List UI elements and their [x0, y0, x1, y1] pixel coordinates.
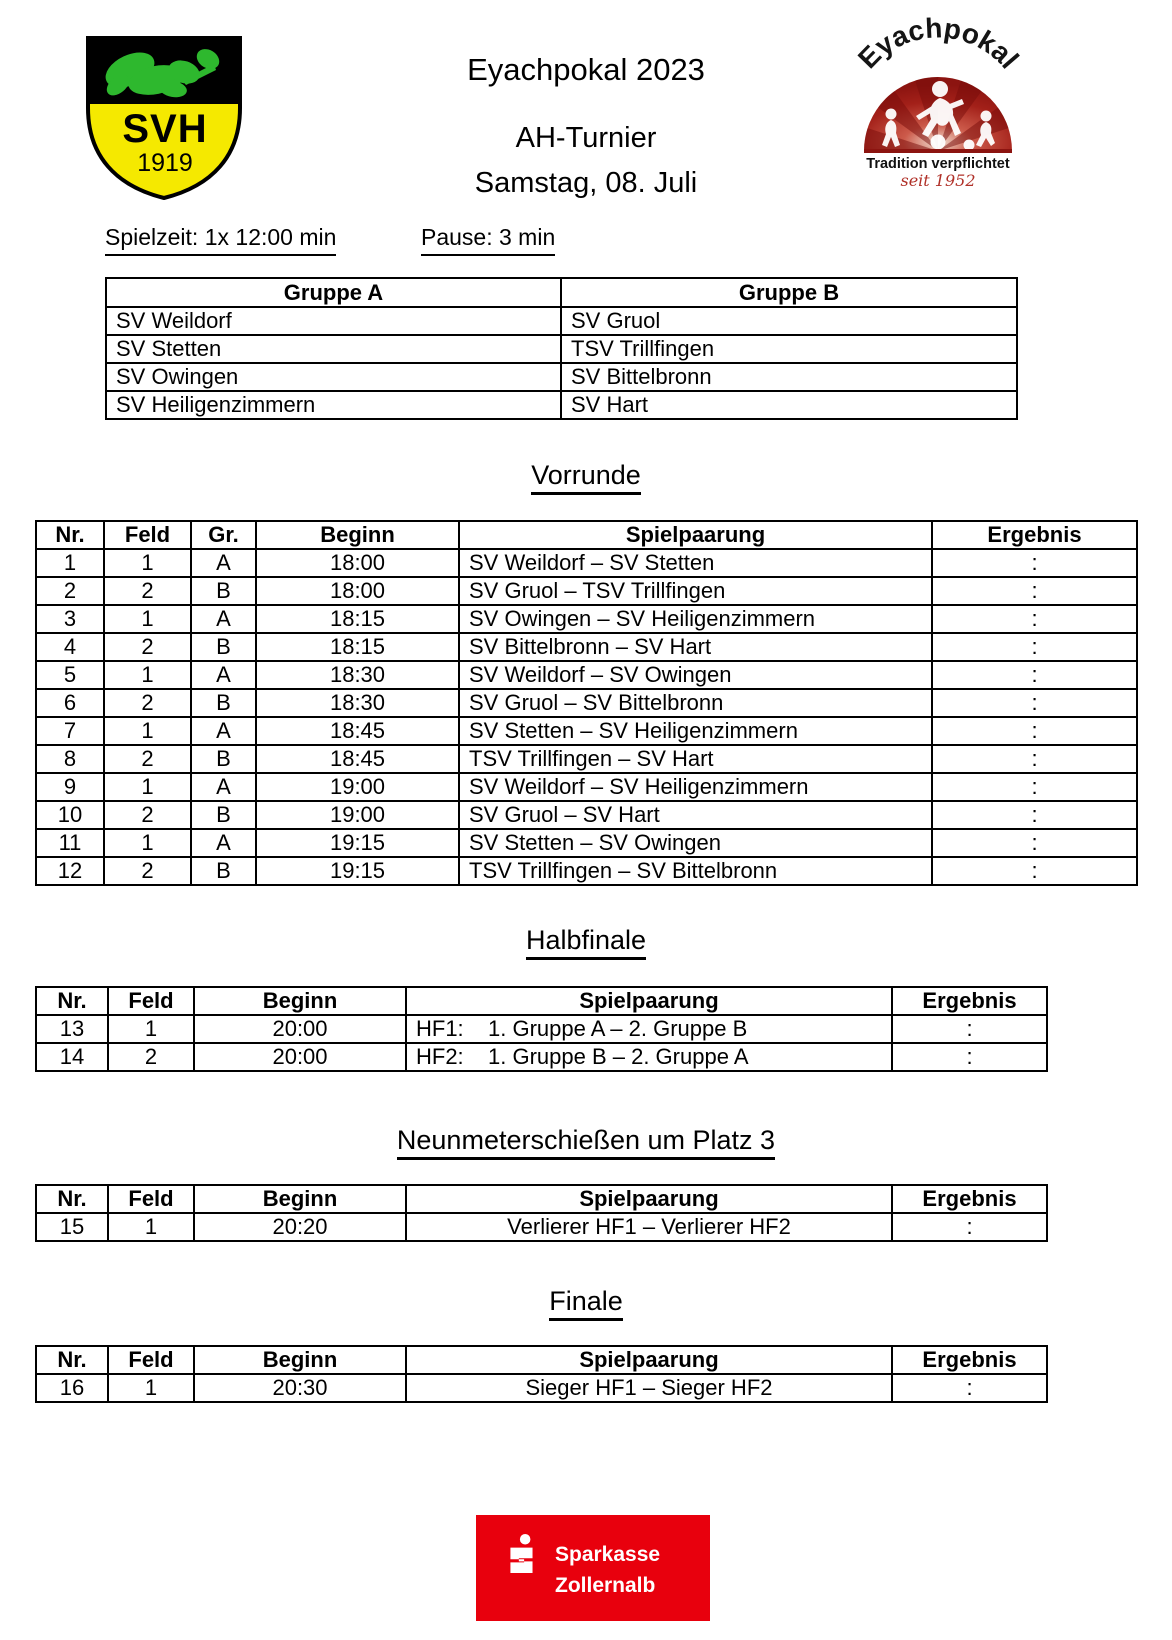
cell-nr: 4: [36, 633, 104, 661]
team-name: SV Weildorf: [106, 307, 561, 335]
cell-feld: 1: [104, 661, 191, 689]
group-header-row: [106, 278, 1017, 307]
cell-nr: 5: [36, 661, 104, 689]
platz3-header-row: [36, 1185, 1047, 1213]
cell-ergebnis: :: [932, 745, 1137, 773]
vorrunde-header-row: [36, 521, 1137, 549]
col-beginn: Beginn: [194, 987, 406, 1015]
cell-ergebnis: :: [932, 633, 1137, 661]
cell-feld: 2: [104, 633, 191, 661]
eyachpokal-tournament-logo-icon: [843, 15, 1028, 190]
cell-gr: A: [191, 829, 256, 857]
cell-paarung: SV Weildorf – SV Owingen: [459, 661, 932, 689]
halbfinale-header-row: [36, 987, 1047, 1015]
cell-feld: 1: [104, 605, 191, 633]
section-title-vorrunde: Vorrunde: [0, 460, 1172, 491]
match-row: [36, 549, 1137, 577]
cell-nr: 14: [36, 1043, 108, 1071]
cell-beginn: 19:00: [256, 801, 459, 829]
hf-label: HF2:: [416, 1044, 464, 1069]
group-row: [106, 363, 1017, 391]
section-title-finale: Finale: [0, 1286, 1172, 1317]
cell-nr: 11: [36, 829, 104, 857]
cell-beginn: 19:15: [256, 857, 459, 885]
cell-gr: B: [191, 745, 256, 773]
sparkasse-s-icon: [506, 1534, 538, 1574]
cell-ergebnis: :: [932, 549, 1137, 577]
match-row: [36, 829, 1137, 857]
cell-ergebnis: :: [932, 801, 1137, 829]
col-nr: Nr.: [36, 1346, 108, 1374]
cell-feld: 2: [104, 857, 191, 885]
section-title-halbfinale: Halbfinale: [0, 925, 1172, 956]
cell-nr: 2: [36, 577, 104, 605]
cell-beginn: 18:15: [256, 633, 459, 661]
col-ergebnis: Ergebnis: [892, 987, 1047, 1015]
match-row: [36, 577, 1137, 605]
cell-beginn: 18:45: [256, 745, 459, 773]
cell-beginn: 20:20: [194, 1213, 406, 1241]
col-ergebnis: Ergebnis: [892, 1346, 1047, 1374]
col-feld: Feld: [108, 1346, 194, 1374]
cell-ergebnis: :: [932, 577, 1137, 605]
cell-beginn: 18:15: [256, 605, 459, 633]
match-row: [36, 1213, 1047, 1241]
col-nr: Nr.: [36, 987, 108, 1015]
cell-ergebnis: :: [892, 1043, 1047, 1071]
match-row: [36, 1374, 1047, 1402]
match-row: [36, 661, 1137, 689]
cell-gr: A: [191, 717, 256, 745]
cell-nr: 8: [36, 745, 104, 773]
match-row: [36, 1043, 1047, 1071]
cell-feld: 2: [104, 689, 191, 717]
col-beginn: Beginn: [194, 1346, 406, 1374]
cell-paarung: TSV Trillfingen – SV Bittelbronn: [459, 857, 932, 885]
cell-feld: 2: [104, 801, 191, 829]
cell-beginn: 18:00: [256, 577, 459, 605]
halbfinale-table: [35, 986, 1048, 1072]
eyach-tagline: Tradition verpflichtet: [866, 156, 1010, 172]
cell-beginn: 20:00: [194, 1043, 406, 1071]
group-row: [106, 307, 1017, 335]
cell-nr: 10: [36, 801, 104, 829]
cell-feld: 1: [108, 1374, 194, 1402]
cell-beginn: 18:30: [256, 689, 459, 717]
cell-nr: 16: [36, 1374, 108, 1402]
team-name: SV Owingen: [106, 363, 561, 391]
sparkasse-text: [555, 1539, 660, 1601]
match-row: [36, 857, 1137, 885]
col-gr: Gr.: [191, 521, 256, 549]
cell-feld: 1: [104, 549, 191, 577]
team-name: SV Heiligenzimmern: [106, 391, 561, 419]
cell-gr: A: [191, 773, 256, 801]
col-nr: Nr.: [36, 521, 104, 549]
svh-club-name: SVH: [122, 107, 208, 151]
group-b-header: Gruppe B: [561, 278, 1017, 307]
cell-paarung: TSV Trillfingen – SV Hart: [459, 745, 932, 773]
cell-gr: B: [191, 857, 256, 885]
cell-feld: 2: [104, 577, 191, 605]
cell-gr: B: [191, 689, 256, 717]
cell-beginn: 18:30: [256, 661, 459, 689]
cell-paarung: SV Stetten – SV Owingen: [459, 829, 932, 857]
cell-paarung: SV Stetten – SV Heiligenzimmern: [459, 717, 932, 745]
cell-beginn: 20:30: [194, 1374, 406, 1402]
col-feld: Feld: [108, 987, 194, 1015]
cell-paarung: SV Weildorf – SV Heiligenzimmern: [459, 773, 932, 801]
cell-feld: 2: [104, 745, 191, 773]
group-table: [105, 277, 1018, 420]
finale-header-row: [36, 1346, 1047, 1374]
spielzeit-label: Spielzeit: 1x 12:00 min: [105, 224, 336, 256]
cell-ergebnis: :: [932, 689, 1137, 717]
hf-pairing: 1. Gruppe A – 2. Gruppe B: [488, 1016, 748, 1041]
col-ergebnis: Ergebnis: [892, 1185, 1047, 1213]
cell-gr: A: [191, 549, 256, 577]
hf-label: HF1:: [416, 1016, 464, 1041]
cell-gr: A: [191, 605, 256, 633]
match-row: [36, 773, 1137, 801]
section-title-platz3: Neunmeterschießen um Platz 3: [0, 1125, 1172, 1156]
cell-nr: 15: [36, 1213, 108, 1241]
cell-paarung: SV Gruol – TSV Trillfingen: [459, 577, 932, 605]
cell-feld: 2: [108, 1043, 194, 1071]
col-beginn: Beginn: [256, 521, 459, 549]
platz3-table: [35, 1184, 1048, 1242]
cell-paarung: SV Owingen – SV Heiligenzimmern: [459, 605, 932, 633]
team-name: SV Bittelbronn: [561, 363, 1017, 391]
match-row: [36, 745, 1137, 773]
col-feld: Feld: [108, 1185, 194, 1213]
page-title: Eyachpokal 2023: [467, 52, 705, 87]
cell-beginn: 20:00: [194, 1015, 406, 1043]
cell-nr: 7: [36, 717, 104, 745]
col-spielpaarung: Spielpaarung: [406, 1346, 892, 1374]
cell-beginn: 19:15: [256, 829, 459, 857]
team-name: SV Gruol: [561, 307, 1017, 335]
col-ergebnis: Ergebnis: [932, 521, 1137, 549]
col-spielpaarung: Spielpaarung: [459, 521, 932, 549]
sparkasse-logo: [476, 1515, 710, 1621]
cell-gr: B: [191, 801, 256, 829]
cell-paarung: Verlierer HF1 – Verlierer HF2: [406, 1213, 892, 1241]
cell-ergebnis: :: [892, 1015, 1047, 1043]
group-row: [106, 335, 1017, 363]
team-name: SV Hart: [561, 391, 1017, 419]
cell-beginn: 18:45: [256, 717, 459, 745]
cell-nr: 1: [36, 549, 104, 577]
cell-ergebnis: :: [932, 717, 1137, 745]
match-row: [36, 689, 1137, 717]
cell-gr: B: [191, 577, 256, 605]
cell-beginn: 19:00: [256, 773, 459, 801]
cell-ergebnis: :: [932, 661, 1137, 689]
col-beginn: Beginn: [194, 1185, 406, 1213]
cell-feld: 1: [104, 773, 191, 801]
sparkasse-name: Sparkasse: [555, 1543, 661, 1566]
cell-paarung: SV Gruol – SV Hart: [459, 801, 932, 829]
cell-ergebnis: :: [892, 1213, 1047, 1241]
cell-ergebnis: :: [932, 829, 1137, 857]
match-row: [36, 633, 1137, 661]
cell-nr: 6: [36, 689, 104, 717]
finale-table: [35, 1345, 1048, 1403]
cell-nr: 13: [36, 1015, 108, 1043]
cell-beginn: 18:00: [256, 549, 459, 577]
cell-gr: A: [191, 661, 256, 689]
cell-paarung: Sieger HF1 – Sieger HF2: [406, 1374, 892, 1402]
cell-paarung: SV Bittelbronn – SV Hart: [459, 633, 932, 661]
cell-ergebnis: :: [892, 1374, 1047, 1402]
eyach-arc-text: Eyachpokal: [852, 15, 1025, 75]
vorrunde-table: [35, 520, 1138, 886]
match-row: [36, 1015, 1047, 1043]
group-row: [106, 391, 1017, 419]
pause-label: Pause: 3 min: [421, 224, 555, 256]
cell-nr: 9: [36, 773, 104, 801]
cell-nr: 12: [36, 857, 104, 885]
subtitle-date: Samstag, 08. Juli: [474, 167, 698, 199]
col-spielpaarung: Spielpaarung: [406, 1185, 892, 1213]
hf-pairing: 1. Gruppe B – 2. Gruppe A: [488, 1044, 749, 1069]
svg-text:Eyachpokal: [852, 15, 1025, 74]
match-row: [36, 801, 1137, 829]
cell-ergebnis: :: [932, 773, 1137, 801]
col-spielpaarung: Spielpaarung: [406, 987, 892, 1015]
cell-ergebnis: :: [932, 857, 1137, 885]
team-name: SV Stetten: [106, 335, 561, 363]
col-feld: Feld: [104, 521, 191, 549]
team-name: TSV Trillfingen: [561, 335, 1017, 363]
match-row: [36, 605, 1137, 633]
col-nr: Nr.: [36, 1185, 108, 1213]
cell-gr: B: [191, 633, 256, 661]
sparkasse-region: Zollernalb: [555, 1574, 656, 1597]
subtitle-tournament: AH-Turnier: [515, 122, 657, 154]
match-row: [36, 717, 1137, 745]
svh-club-year: 1919: [137, 149, 193, 177]
cell-feld: 1: [104, 829, 191, 857]
cell-feld: 1: [108, 1015, 194, 1043]
eyach-since: seit 1952: [900, 171, 976, 190]
cell-feld: 1: [104, 717, 191, 745]
cell-paarung: [406, 1043, 892, 1071]
cell-ergebnis: :: [932, 605, 1137, 633]
cell-paarung: SV Weildorf – SV Stetten: [459, 549, 932, 577]
cell-paarung: SV Gruol – SV Bittelbronn: [459, 689, 932, 717]
cell-nr: 3: [36, 605, 104, 633]
cell-paarung: [406, 1015, 892, 1043]
group-a-header: Gruppe A: [106, 278, 561, 307]
cell-feld: 1: [108, 1213, 194, 1241]
